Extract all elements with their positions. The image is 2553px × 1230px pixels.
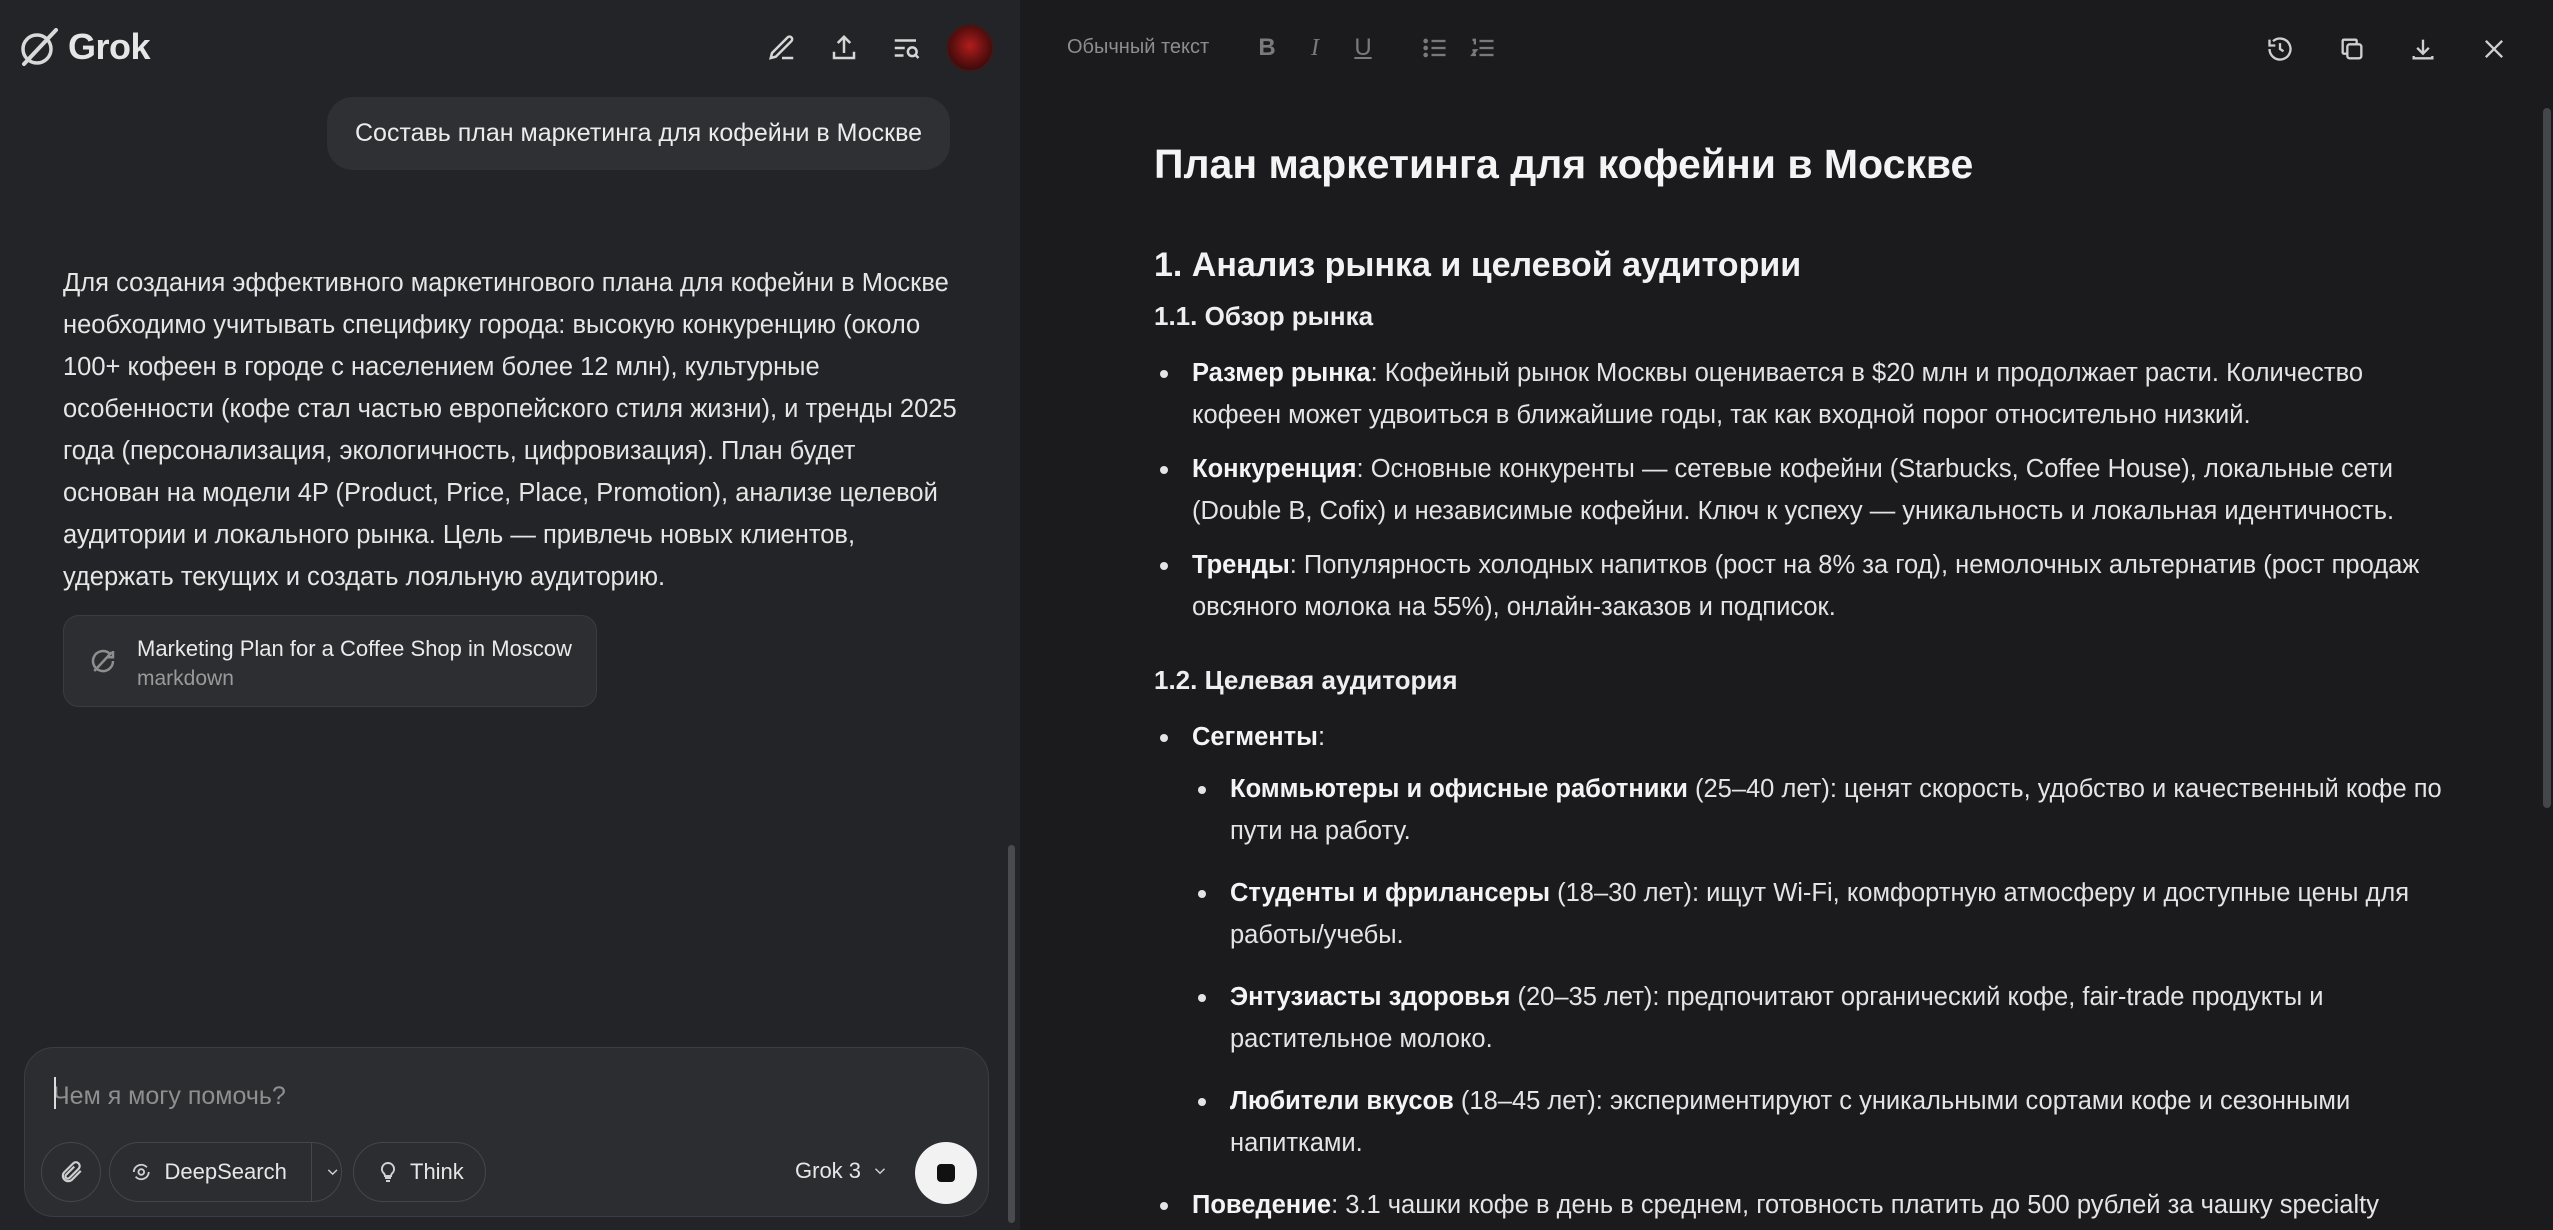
list-item-text: : Основные конкуренты — сетевые кофейни (Starbucks, Coffee House), локальные сети (Double B, Cofix) и независимые кофейни. Ключ к успеху — уникальность и локальная идентичность. [1192,454,2395,525]
list-item [1154,544,2454,628]
list-item [1192,976,2454,1060]
list-item-term: Сегменты [1192,722,1318,751]
numbered-list-icon[interactable] [1468,33,1498,63]
list-item-term: Коммьютеры и офисные работники [1230,774,1688,803]
italic-icon[interactable]: I [1311,34,1319,61]
list-item [1192,872,2454,956]
chat-panel [0,0,1020,1230]
text-format-select[interactable]: Обычный текст [1067,36,1210,58]
list-item-term: Конкуренция [1192,454,1357,483]
list-item-text: (18–45 лет): экспериментируют с уникальными сортами кофе и сезонными напитками. [1230,1086,2351,1157]
think-button[interactable] [353,1142,486,1202]
chat-header [0,0,1020,96]
composer [24,1047,989,1217]
editor-toolbar [1020,0,2553,96]
think-label: Think [410,1159,464,1184]
grok-logo[interactable] [16,24,150,70]
document-panel [1020,0,2553,1230]
message-input[interactable] [53,1076,953,1116]
list-item-text: : Кофейный рынок Москвы оценивается в $20 млн и продолжает расти. Количество кофеен может удвоиться в ближайшие годы, так как входной порог относительно низкий. [1192,358,2364,429]
list-item-text: : Популярность холодных напитков (рост на 8% за год), немолочных альтернатив (рост продаж овсяного молока на 55%), онлайн-заказов и подписок. [1192,550,2420,621]
subsection-heading: 1.2. Целевая аудитория [1154,664,1458,695]
list-item-text: : [1317,722,1326,751]
audience-list [1154,716,2454,1226]
artifact-card[interactable] [63,615,597,707]
bold-icon[interactable]: B [1258,34,1276,61]
deepsearch-icon [130,1159,153,1185]
chevron-down-icon[interactable] [324,1162,341,1182]
list-item [1192,768,2454,852]
chevron-down-icon [871,1162,889,1180]
list-item [1154,352,2454,436]
subsection-heading: 1.1. Обзор рынка [1154,300,1374,331]
list-item-text: (18–30 лет): ищут Wi-Fi, комфортную атмосферу и доступные цены для работы/учебы. [1230,878,2410,949]
user-message: Составь план маркетинга для кофейни в Москве [327,97,950,170]
logo-text: Grok [68,26,151,67]
list-item-text: (25–40 лет): ценят скорость, удобство и качественный кофе по пути на работу. [1230,774,2442,845]
list-item-term: Любители вкусов [1230,1086,1454,1115]
stop-icon [937,1164,955,1182]
grok-logo-icon [16,24,62,70]
document-content[interactable] [1154,140,2454,1230]
user-avatar[interactable] [946,24,994,72]
chat-scrollbar[interactable] [1008,845,1015,1223]
document-scrollbar[interactable] [2543,108,2551,808]
segments-list [1192,768,2454,1164]
history-icon[interactable] [2264,33,2296,65]
document-title: План маркетинга для кофейни в Москве [1154,141,1974,187]
list-item [1154,716,2454,1164]
text-caret [54,1077,56,1109]
list-item-term: Энтузиасты здоровья [1230,982,1511,1011]
list-item [1154,1184,2454,1226]
model-selector[interactable] [795,1158,889,1184]
download-icon[interactable] [2407,33,2439,65]
lightbulb-icon [376,1160,400,1184]
assistant-message: Для создания эффективного маркетингового плана для кофейни в Москве необходимо учитывать специфику города: высокую конкуренцию (около 100+ кофеен в городе с населением более 12 млн), культурные особенности (кофе стал частью европейского стиля жизни), и тренды 2025 года (персонализация, экологичность, цифровизация). План будет основан на модели 4P (Product, Price, Place, Promotion), анализе целевой аудитории и локального рынка. Цель — привлечь новых клиентов, удержать текущих и создать лояльную аудиторию. [63,269,957,591]
list-item [1192,1080,2454,1164]
history-search-icon[interactable] [890,32,922,64]
list-item-term: Студенты и фрилансеры [1230,878,1551,907]
deepsearch-button[interactable] [109,1142,342,1202]
artifact-loading-icon [88,646,118,676]
deepsearch-label: DeepSearch [164,1159,287,1184]
list-item [1154,448,2454,532]
close-icon[interactable] [2478,33,2510,65]
market-list [1154,352,2454,628]
attach-button[interactable] [41,1142,101,1202]
list-item-term: Тренды [1192,550,1290,579]
artifact-type: markdown [137,667,234,690]
chip-divider [311,1142,312,1202]
artifact-title: Marketing Plan for a Coffee Shop in Moscow [137,636,572,661]
model-label: Grok 3 [795,1158,862,1183]
bullet-list-icon[interactable] [1420,33,1450,63]
paperclip-icon [58,1159,84,1185]
list-item-term: Размер рынка [1192,358,1371,387]
list-item-text: (20–35 лет): предпочитают органический кофе, fair-trade продукты и растительное молоко. [1230,982,2324,1053]
section-heading: 1. Анализ рынка и целевой аудитории [1154,246,1802,285]
share-icon[interactable] [828,32,860,64]
copy-icon[interactable] [2336,33,2368,65]
new-chat-icon[interactable] [766,32,798,64]
underline-icon[interactable]: U [1354,34,1372,61]
stop-button[interactable] [915,1142,977,1204]
list-item-text: : 3.1 чашки кофе в день в среднем, готовность платить до 500 рублей за чашку specialty [1331,1190,2379,1219]
list-item-term: Поведение [1192,1190,1332,1219]
